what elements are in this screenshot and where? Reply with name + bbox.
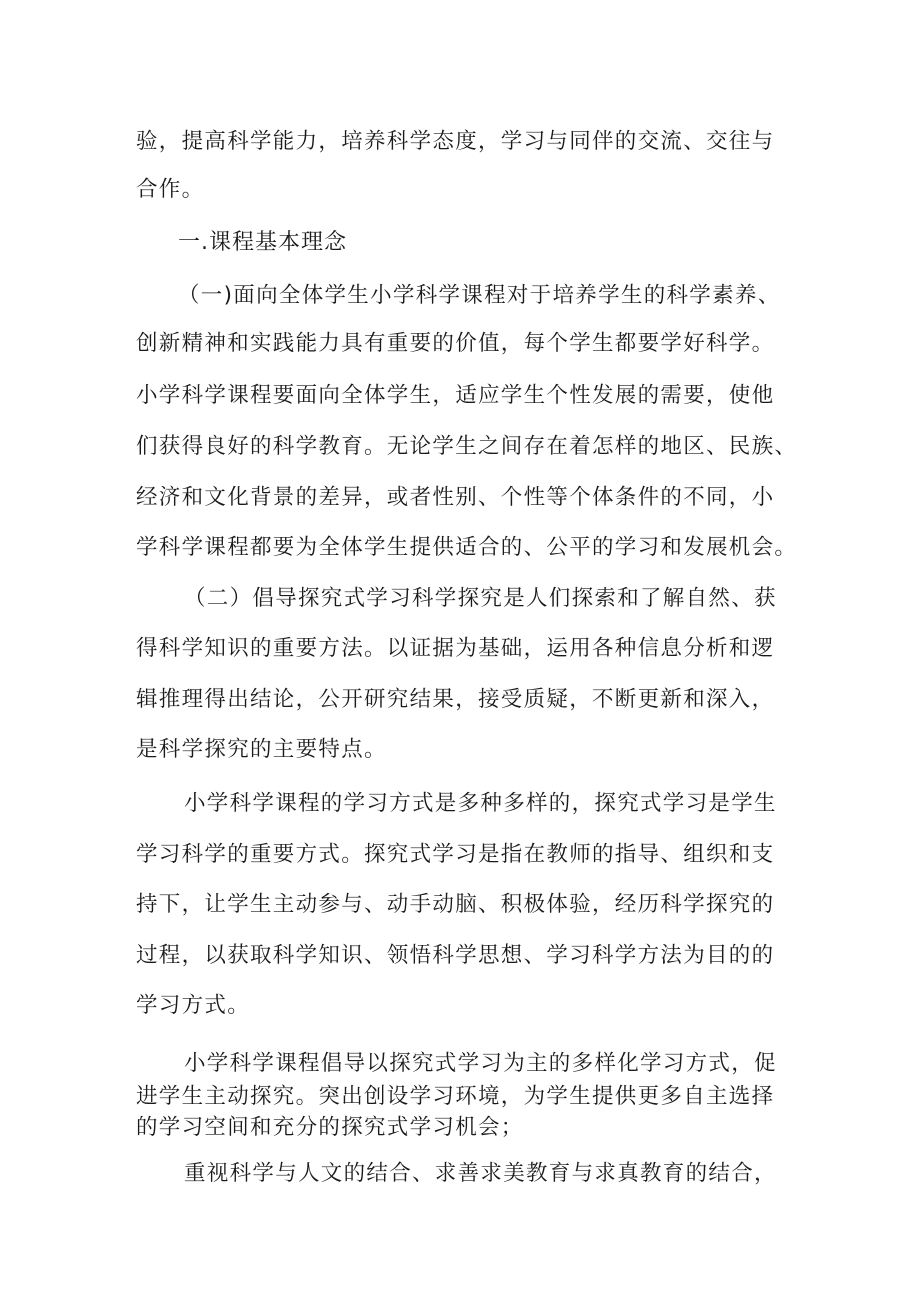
text-line-5: 创新精神和实践能力具有重要的价值，每个学生都要学好科学。 bbox=[136, 331, 775, 356]
text-line-19: 小学科学课程倡导以探究式学习为主的多样化学习方式，促 bbox=[184, 1051, 777, 1076]
text-line-16: 持下，让学生主动参与、动手动脑、积极体验，经历科学探究的 bbox=[136, 892, 775, 917]
text-line-2: 合作。 bbox=[136, 177, 205, 202]
text-line-18: 学习方式。 bbox=[136, 993, 251, 1018]
text-line-20: 进学生主动探究。突出创设学习环境，为学生提供更多自主选择 bbox=[136, 1084, 775, 1109]
text-line-1: 验，提高科学能力，培养科学态度，学习与同伴的交流、交往与 bbox=[136, 129, 775, 154]
text-line-11: 得科学知识的重要方法。以证据为基础，运用各种信息分析和逻 bbox=[136, 636, 775, 661]
text-line-13: 是科学探究的主要特点。 bbox=[136, 737, 387, 762]
text-line-9: 学科学课程都要为全体学生提供适合的、公平的学习和发展机会。 bbox=[136, 535, 798, 560]
text-line-7: 们获得良好的科学教育。无论学生之间存在着怎样的地区、民族、 bbox=[136, 434, 798, 459]
text-line-15: 学习科学的重要方式。探究式学习是指在教师的指导、组织和支 bbox=[136, 842, 775, 867]
text-line-14: 小学科学课程的学习方式是多种多样的，探究式学习是学生 bbox=[184, 791, 777, 816]
text-line-17: 过程，以获取科学知识、领悟科学思想、学习科学方法为目的的 bbox=[136, 943, 775, 968]
text-line-4: （一)面向全体学生小学科学课程对于培养学生的科学素养、 bbox=[178, 283, 781, 308]
text-line-21: 的学习空间和充分的探究式学习机会； bbox=[136, 1115, 524, 1140]
text-line-6: 小学科学课程要面向全体学生，适应学生个性发展的需要，使他 bbox=[136, 383, 775, 408]
text-line-10: （二）倡导探究式学习科学探究是人们探索和了解自然、获 bbox=[184, 586, 777, 611]
text-line-22: 重视科学与人文的结合、求善求美教育与求真教育的结合， bbox=[184, 1161, 777, 1186]
text-line-8: 经济和文化背景的差异，或者性别、个性等个体条件的不同，小 bbox=[136, 485, 775, 510]
section-heading: 一.课程基本理念 bbox=[178, 230, 347, 255]
text-line-12: 辑推理得出结论，公开研究结果，接受质疑，不断更新和深入， bbox=[136, 687, 775, 712]
